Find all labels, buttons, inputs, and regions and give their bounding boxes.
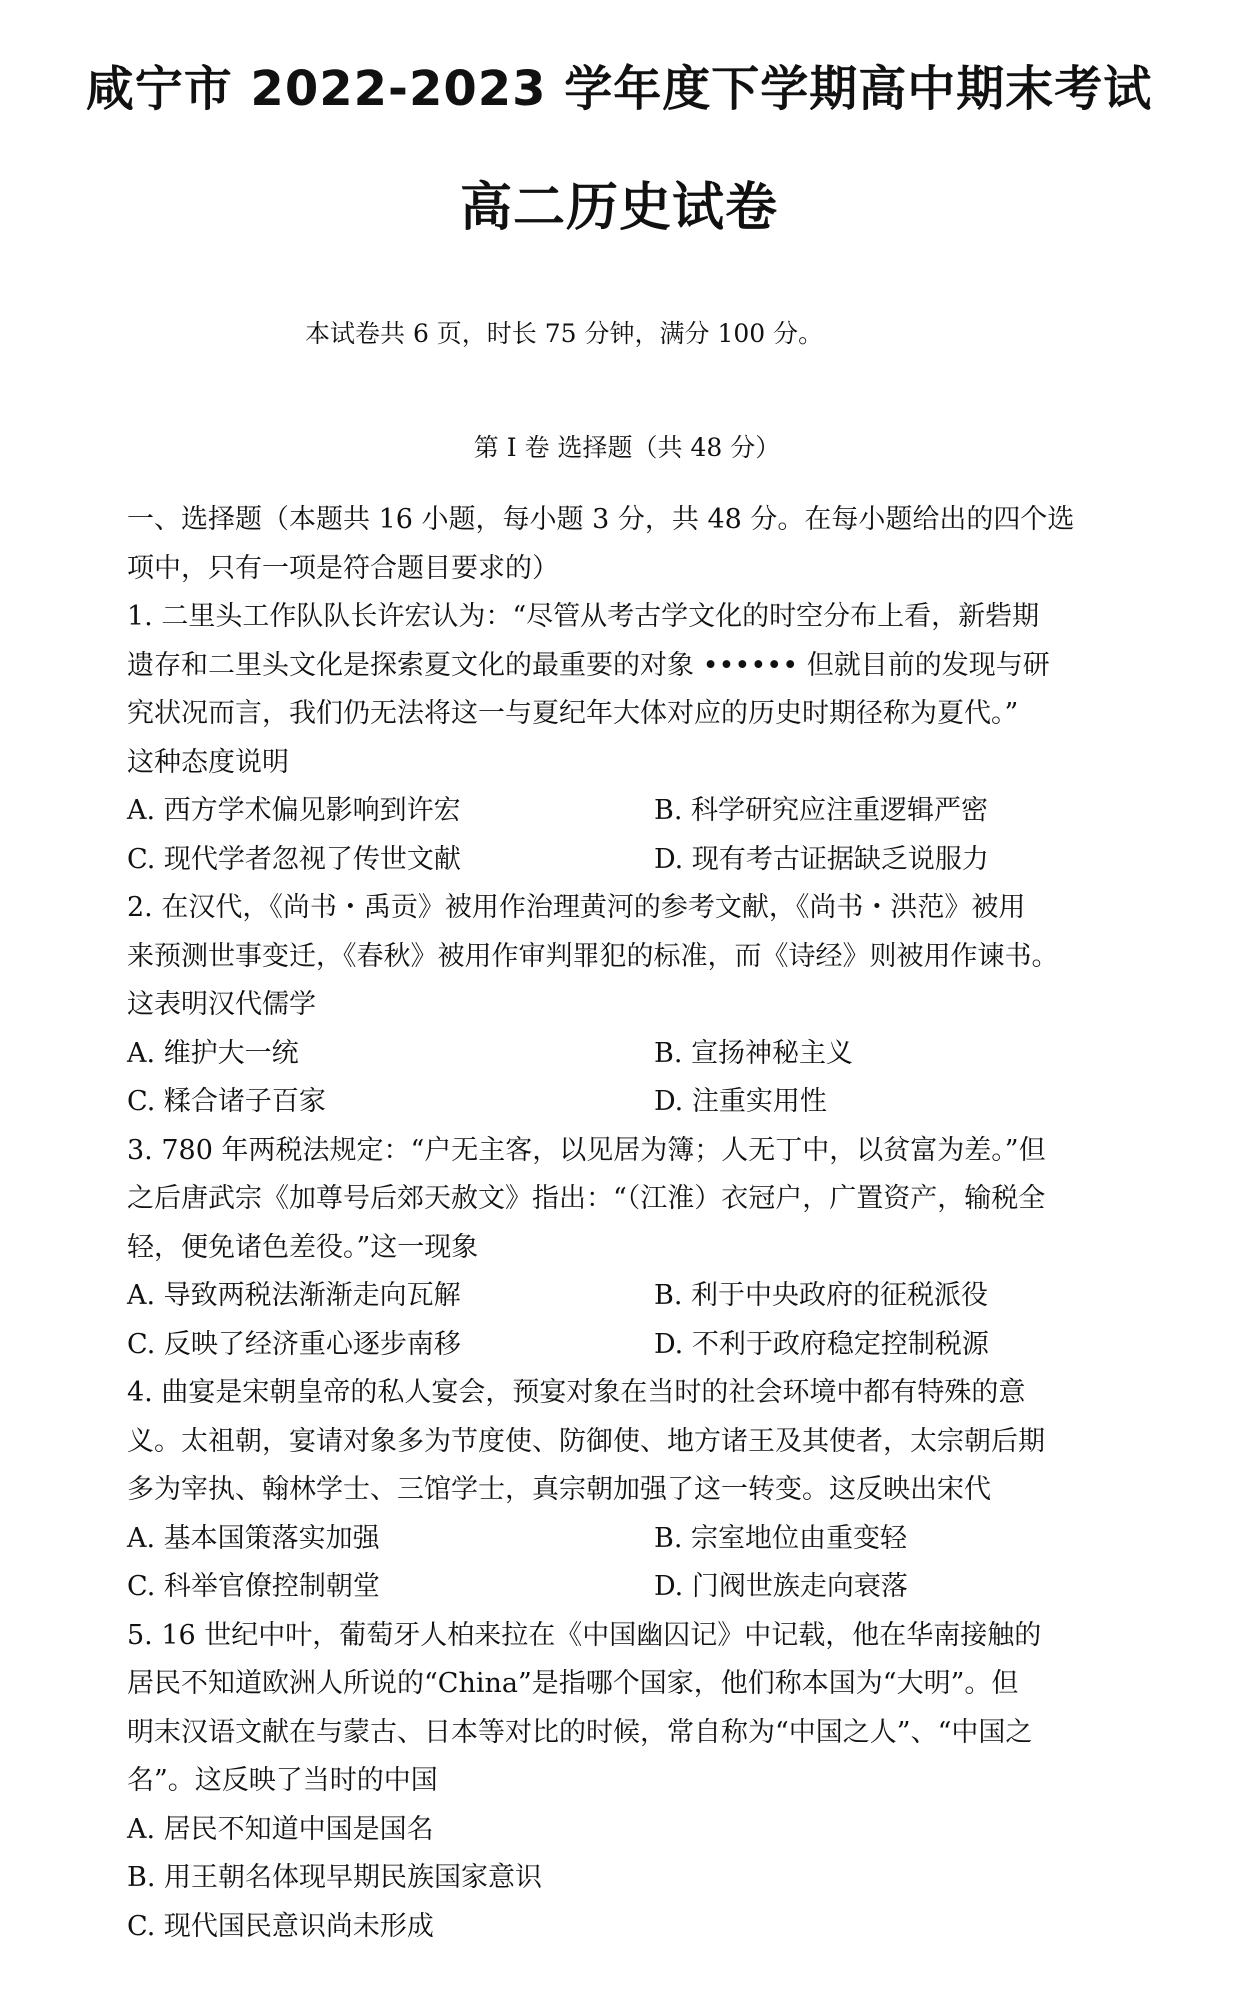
option-d: D. 注重实用性 bbox=[654, 1086, 827, 1117]
options-row bbox=[127, 787, 1137, 836]
options-row bbox=[127, 1078, 1137, 1127]
exam-title: 咸宁市 2022-2023 学年度下学期高中期末考试 bbox=[85, 61, 1153, 117]
option-b: B. 科学研究应注重逻辑严密 bbox=[654, 795, 989, 826]
question-text-line: 3. 780 年两税法规定：“户无主客，以见居为簿；人无丁中，以贫富为差。”但 bbox=[127, 1134, 1046, 1166]
option-b: B. 利于中央政府的征税派役 bbox=[654, 1280, 989, 1311]
option-b: B. 宗室地位由重变轻 bbox=[654, 1522, 908, 1554]
option-b: B. 宣扬神秘主义 bbox=[654, 1037, 854, 1069]
option-b: B. 用王朝名体现早期民族国家意识 bbox=[127, 1862, 543, 1893]
question-text-line: 这表明汉代儒学 bbox=[127, 989, 316, 1020]
question-body bbox=[127, 496, 1137, 1951]
instruction-line: 项中，只有一项是符合题目要求的） bbox=[127, 552, 559, 584]
option-a: A. 西方学术偏见影响到许宏 bbox=[127, 795, 461, 826]
option-a: A. 基本国策落实加强 bbox=[127, 1522, 380, 1554]
question-text-line: 4. 曲宴是宋朝皇帝的私人宴会，预宴对象在当时的社会环境中都有特殊的意 bbox=[127, 1377, 1026, 1408]
question-text-line: 2. 在汉代，《尚书・禹贡》被用作治理黄河的参考文献，《尚书・洪范》被用 bbox=[127, 892, 1026, 923]
option-c: C. 反映了经济重心逐步南移 bbox=[127, 1328, 461, 1360]
question-text-line: 明末汉语文献在与蒙古、日本等对比的时候，常自称为“中国之人”、“中国之 bbox=[127, 1716, 1033, 1748]
question-text-line: 轻，便免诸色差役。”这一现象 bbox=[127, 1231, 479, 1263]
option-d: D. 门阀世族走向衰落 bbox=[654, 1571, 908, 1602]
instruction-line: 一、选择题（本题共 16 小题，每小题 3 分，共 48 分。在每小题给出的四个选 bbox=[127, 504, 1075, 535]
option-a: A. 居民不知道中国是国名 bbox=[127, 1813, 434, 1845]
exam-info: 本试卷共 6 页，时长 75 分钟，满分 100 分。 bbox=[305, 319, 824, 348]
option-d: D. 不利于政府稳定控制税源 bbox=[654, 1328, 989, 1360]
option-c: C. 现代学者忽视了传世文献 bbox=[127, 843, 461, 875]
option-c: C. 糅合诸子百家 bbox=[127, 1086, 326, 1117]
exam-subtitle: 高二历史试卷 bbox=[459, 178, 778, 238]
question-2 bbox=[127, 884, 1137, 1127]
question-text-line: 5. 16 世纪中叶，葡萄牙人柏来拉在《中国幽囚记》中记载，他在华南接触的 bbox=[127, 1619, 1042, 1651]
question-text-line: 义。太祖朝，宴请对象多为节度使、防御使、地方诸王及其使者，太宗朝后期 bbox=[127, 1425, 1045, 1457]
question-text-line: 多为宰执、翰林学士、三馆学士，真宗朝加强了这一转变。这反映出宋代 bbox=[127, 1474, 991, 1505]
question-text-line: 来预测世事变迁，《春秋》被用作审判罪犯的标准，而《诗经》则被用作谏书。 bbox=[127, 940, 1059, 972]
options-row bbox=[127, 1515, 1137, 1564]
option-c: C. 现代国民意识尚未形成 bbox=[127, 1910, 434, 1942]
question-text-line: 这种态度说明 bbox=[127, 746, 289, 778]
section-heading: 第 I 卷 选择题（共 48 分） bbox=[473, 433, 781, 462]
option-d: D. 现有考古证据缺乏说服力 bbox=[654, 843, 989, 875]
question-4 bbox=[127, 1369, 1137, 1612]
option-c: C. 科举官僚控制朝堂 bbox=[127, 1571, 380, 1602]
question-text-line: 之后唐武宗《加尊号后郊天赦文》指出：“（江淮）衣冠户，广置资产，输税全 bbox=[127, 1183, 1046, 1214]
option-a: A. 导致两税法渐渐走向瓦解 bbox=[127, 1280, 461, 1311]
options-row bbox=[127, 836, 1137, 885]
options-row bbox=[127, 1272, 1137, 1321]
question-3 bbox=[127, 1127, 1137, 1370]
question-text-line: 名”。这反映了当时的中国 bbox=[127, 1765, 438, 1796]
option-a: A. 维护大一统 bbox=[127, 1037, 299, 1069]
options-row bbox=[127, 1563, 1137, 1612]
question-text-line: 居民不知道欧洲人所说的“China”是指哪个国家，他们称本国为“大明”。但 bbox=[127, 1668, 1019, 1699]
question-text-line: 遗存和二里头文化是探索夏文化的最重要的对象 •••••• 但就目前的发现与研 bbox=[127, 649, 1050, 681]
options-row bbox=[127, 1030, 1137, 1079]
question-1 bbox=[127, 593, 1137, 884]
question-text-line: 1. 二里头工作队队长许宏认为：“尽管从考古学文化的时空分布上看，新砦期 bbox=[127, 601, 1040, 632]
options-row bbox=[127, 1321, 1137, 1370]
question-5 bbox=[127, 1612, 1137, 1952]
question-text-line: 究状况而言，我们仍无法将这一与夏纪年大体对应的历史时期径称为夏代。” bbox=[127, 698, 1019, 729]
